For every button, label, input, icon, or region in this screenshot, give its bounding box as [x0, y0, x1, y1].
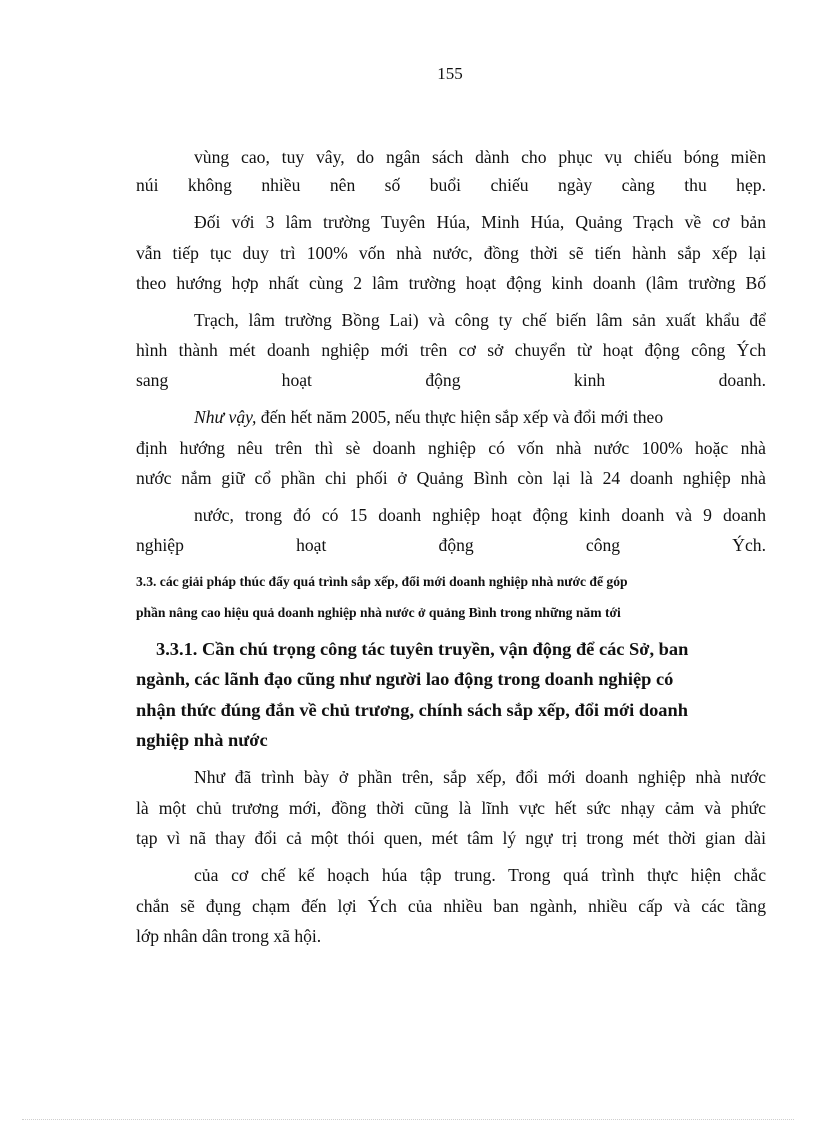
text-line: theo hướng hợp nhất cùng 2 lâm trường hoạt động kinh doanh (lâm trường Bố	[136, 273, 766, 293]
text-line: hình thành mét doanh nghiệp mới trên cơ sở chuyển từ hoạt động công Ých	[136, 340, 766, 360]
text-line: sang hoạt động kinh doanh.	[136, 370, 766, 390]
section-heading-line: 3.3. các giải pháp thúc đẩy quá trình sắp xếp, đổi mới doanh nghiệp nhà nước để góp	[136, 574, 628, 589]
text-line: Đối với 3 lâm trường Tuyên Húa, Minh Húa, Quảng Trạch về cơ bản	[194, 212, 766, 232]
text-line: là một chủ trương mới, đồng thời cũng là lĩnh vực hết sức nhạy cảm và phức	[136, 798, 766, 818]
section-heading-line: phần nâng cao hiệu quả doanh nghiệp nhà nước ở quảng Bình trong những năm tới	[136, 605, 621, 620]
page-bottom-divider	[22, 1119, 794, 1120]
subsection-heading-line: 3.3.1. Cần chú trọng công tác tuyên truyền, vận động để các Sở, ban	[156, 639, 689, 659]
text-line: Như đã trình bày ở phần trên, sắp xếp, đổi mới doanh nghiệp nhà nước	[194, 767, 766, 787]
text-line: định hướng nêu trên thì sè doanh nghiệp có vốn nhà nước 100% hoặc nhà	[136, 438, 766, 458]
text-line: tạp vì nã thay đổi cả một thói quen, mét tâm lý ngự trị trong mét thời gian dài	[136, 828, 766, 848]
text-line: của cơ chế kế hoạch húa tập trung. Trong quá trình thực hiện chắc	[194, 865, 766, 885]
text-line	[136, 406, 766, 428]
text-line: Trạch, lâm trường Bồng Lai) và công ty chế biến lâm sản xuất khẩu để	[194, 310, 766, 330]
subsection-heading-line: nhận thức đúng đắn về chủ trương, chính sách sắp xếp, đổi mới doanh	[136, 700, 688, 720]
text-line: nước, trong đó có 15 doanh nghiệp hoạt động kinh doanh và 9 doanh	[194, 505, 766, 525]
text-line: núi không nhiều nên số buổi chiếu ngày càng thu hẹp.	[136, 175, 766, 195]
text-line: chắn sẽ đụng chạm đến lợi Ých của nhiều ban ngành, nhiều cấp và các tầng	[136, 896, 766, 916]
subsection-heading-line: nghiệp nhà nước	[136, 730, 268, 750]
text-line: vẫn tiếp tục duy trì 100% vốn nhà nước, đồng thời sẽ tiến hành sắp xếp lại	[136, 243, 766, 263]
text-line: vùng cao, tuy vây, do ngân sách dành cho phục vụ chiếu bóng miền	[194, 147, 766, 167]
text-line: lớp nhân dân trong xã hội.	[136, 926, 322, 946]
text-line: nghiệp hoạt động công Ých.	[136, 535, 766, 555]
subsection-heading-line: ngành, các lãnh đạo cũng như người lao động trong doanh nghiệp có	[136, 669, 674, 689]
italic-phrase: Như vậy,	[194, 407, 257, 427]
page-number: 155	[437, 64, 463, 83]
text-line: nước nắm giữ cổ phần chi phối ở Quảng Bình còn lại là 24 doanh nghiệp nhà	[136, 468, 766, 488]
text-span: đến hết năm 2005, nếu thực hiện sắp xếp và đổi mới theo	[256, 407, 664, 427]
